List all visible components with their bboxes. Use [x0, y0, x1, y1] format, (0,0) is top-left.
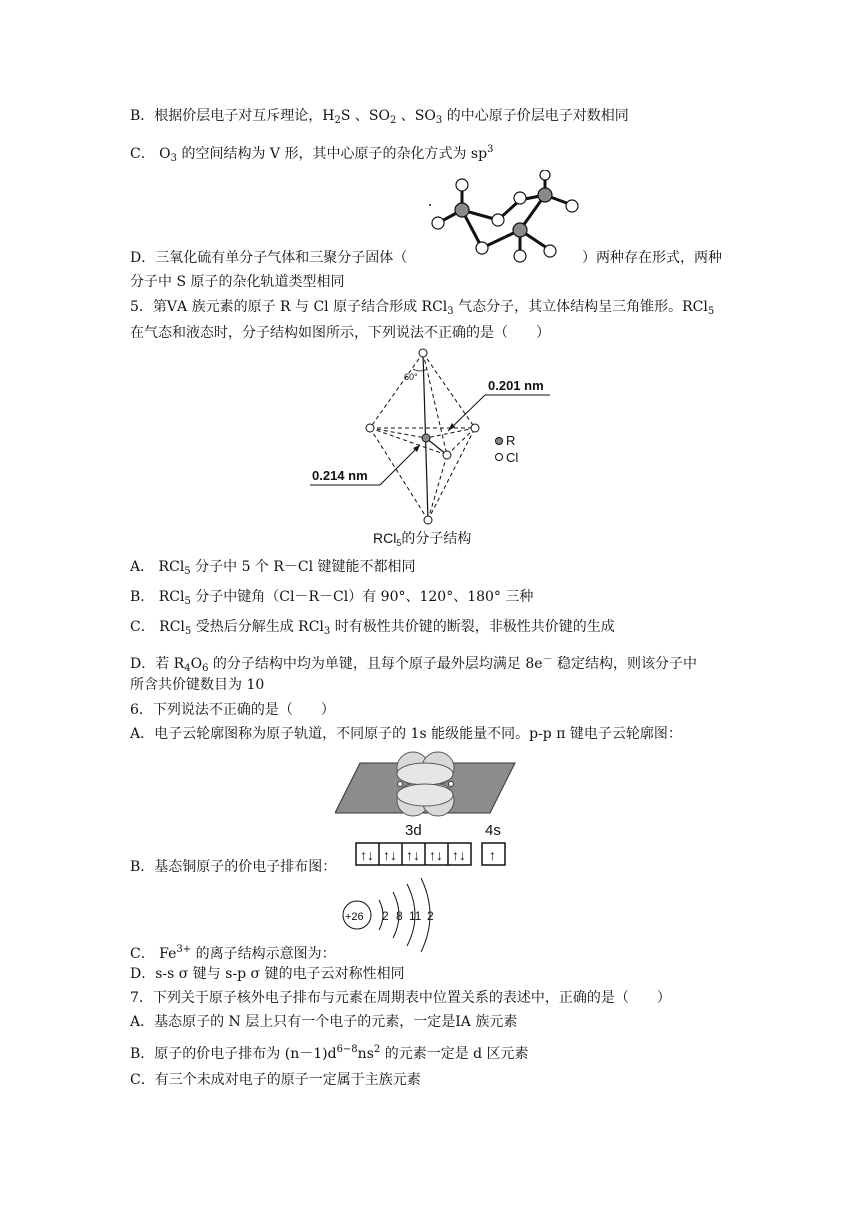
shell-3-count: 11	[409, 909, 422, 923]
label-3d: 3d	[405, 822, 422, 839]
option-4d-line1-end: ）两种存在形式，两种	[582, 250, 722, 266]
orbital-3d-1: ↑↓	[360, 847, 374, 863]
option-4d-line2: 分子中 S 原子的杂化轨道类型相同	[130, 274, 345, 290]
option-4c: C． $O_3$ 的空间结构为 V 形，其中心原子的杂化方式为 $sp^3$	[130, 144, 494, 164]
question-5-line2: 在气态和液态时，分子结构如图所示，下列说法不正确的是（ ）	[130, 325, 550, 341]
option-6d: D．s-s σ 键与 s-p σ 键的电子云对称性相同	[130, 966, 405, 982]
option-4d-line1: D．三氧化硫有单分子气体和三聚分子固体（	[130, 250, 408, 266]
option-5d-line2: 所含共价键数目为 10	[130, 677, 265, 693]
orbital-3d-5: ↑↓	[452, 847, 466, 863]
orbital-3d-4: ↑↓	[429, 847, 443, 863]
orbital-4s: ↑	[489, 847, 496, 863]
rcl5-structure-figure	[300, 345, 560, 550]
figure-caption: RCl$_5$的分子结构	[373, 530, 472, 548]
option-5c: C． RCl$_5$ 受热后分解生成 RCl$_3$ 时有极性共价键的断裂，非极性共价键的生成	[130, 619, 615, 637]
shell-1-count: 2	[382, 909, 389, 923]
question-6: 6．下列说法不正确的是（ ）	[130, 702, 335, 718]
option-7b: B．原子的价电子排布为 $(n-1)d^{6-8}ns^2$ 的元素一定是 d 区元素	[130, 1044, 529, 1062]
option-5d-line1: D．若 $R_4O_6$ 的分子结构中均为单键，且每个原子最外层均满足 8e－ 稳定结构，则该分子中	[130, 654, 697, 674]
option-7a: A．基态原子的 N 层上只有一个电子的元素，一定是ⅠA 族元素	[130, 1014, 518, 1030]
distance-axial-label: 0.214 nm	[312, 468, 368, 483]
fe-ion-diagram	[335, 878, 445, 953]
orbital-3d-2: ↑↓	[383, 847, 397, 863]
shell-2-count: 8	[396, 909, 403, 923]
label-4s: 4s	[485, 822, 501, 839]
so3-trimer-figure	[420, 170, 590, 265]
angle-label: 60°	[404, 372, 418, 382]
option-5b: B． RCl$_5$ 分子中键角（Cl－R－Cl）有 90°、120°、180° 三种	[130, 589, 534, 607]
cu-orbital-diagram	[355, 820, 515, 870]
option-4b: B．根据价层电子对互斥理论，$H_2S$ 、$SO_2$ 、$SO_3$ 的中心原子价层电子对数相同	[130, 108, 629, 126]
nucleus-charge: +26	[345, 911, 364, 923]
shell-4-count: 2	[427, 909, 434, 923]
question-7: 7．下列关于原子核外电子排布与元素在周期表中位置关系的表述中，正确的是（ ）	[130, 990, 671, 1006]
question-5-line1: 5．第ⅤA 族元素的原子 R 与 Cl 原子结合形成 RCl$_3$ 气态分子，其立体结构呈三角锥形。RCl$_5$	[130, 299, 715, 317]
option-5a: A． RCl$_5$ 分子中 5 个 R－Cl 键键能不都相同	[130, 559, 416, 577]
pi-bond-figure	[335, 748, 525, 828]
option-6c: C． $Fe^{3+}$ 的离子结构示意图为：	[130, 944, 336, 962]
option-6a: A．电子云轮廓图称为原子轨道，不同原子的 1s 能级能量不同。p-p π 键电子云轮廓图：	[130, 726, 682, 742]
option-6b: B．基态铜原子的价电子排布图：	[130, 859, 337, 875]
legend-r: R	[506, 433, 516, 448]
orbital-3d-3: ↑↓	[406, 847, 420, 863]
option-7c: C．有三个未成对电子的原子一定属于主族元素	[130, 1072, 421, 1088]
legend-cl: Cl	[506, 450, 519, 465]
distance-equatorial-label: 0.201 nm	[488, 378, 544, 393]
